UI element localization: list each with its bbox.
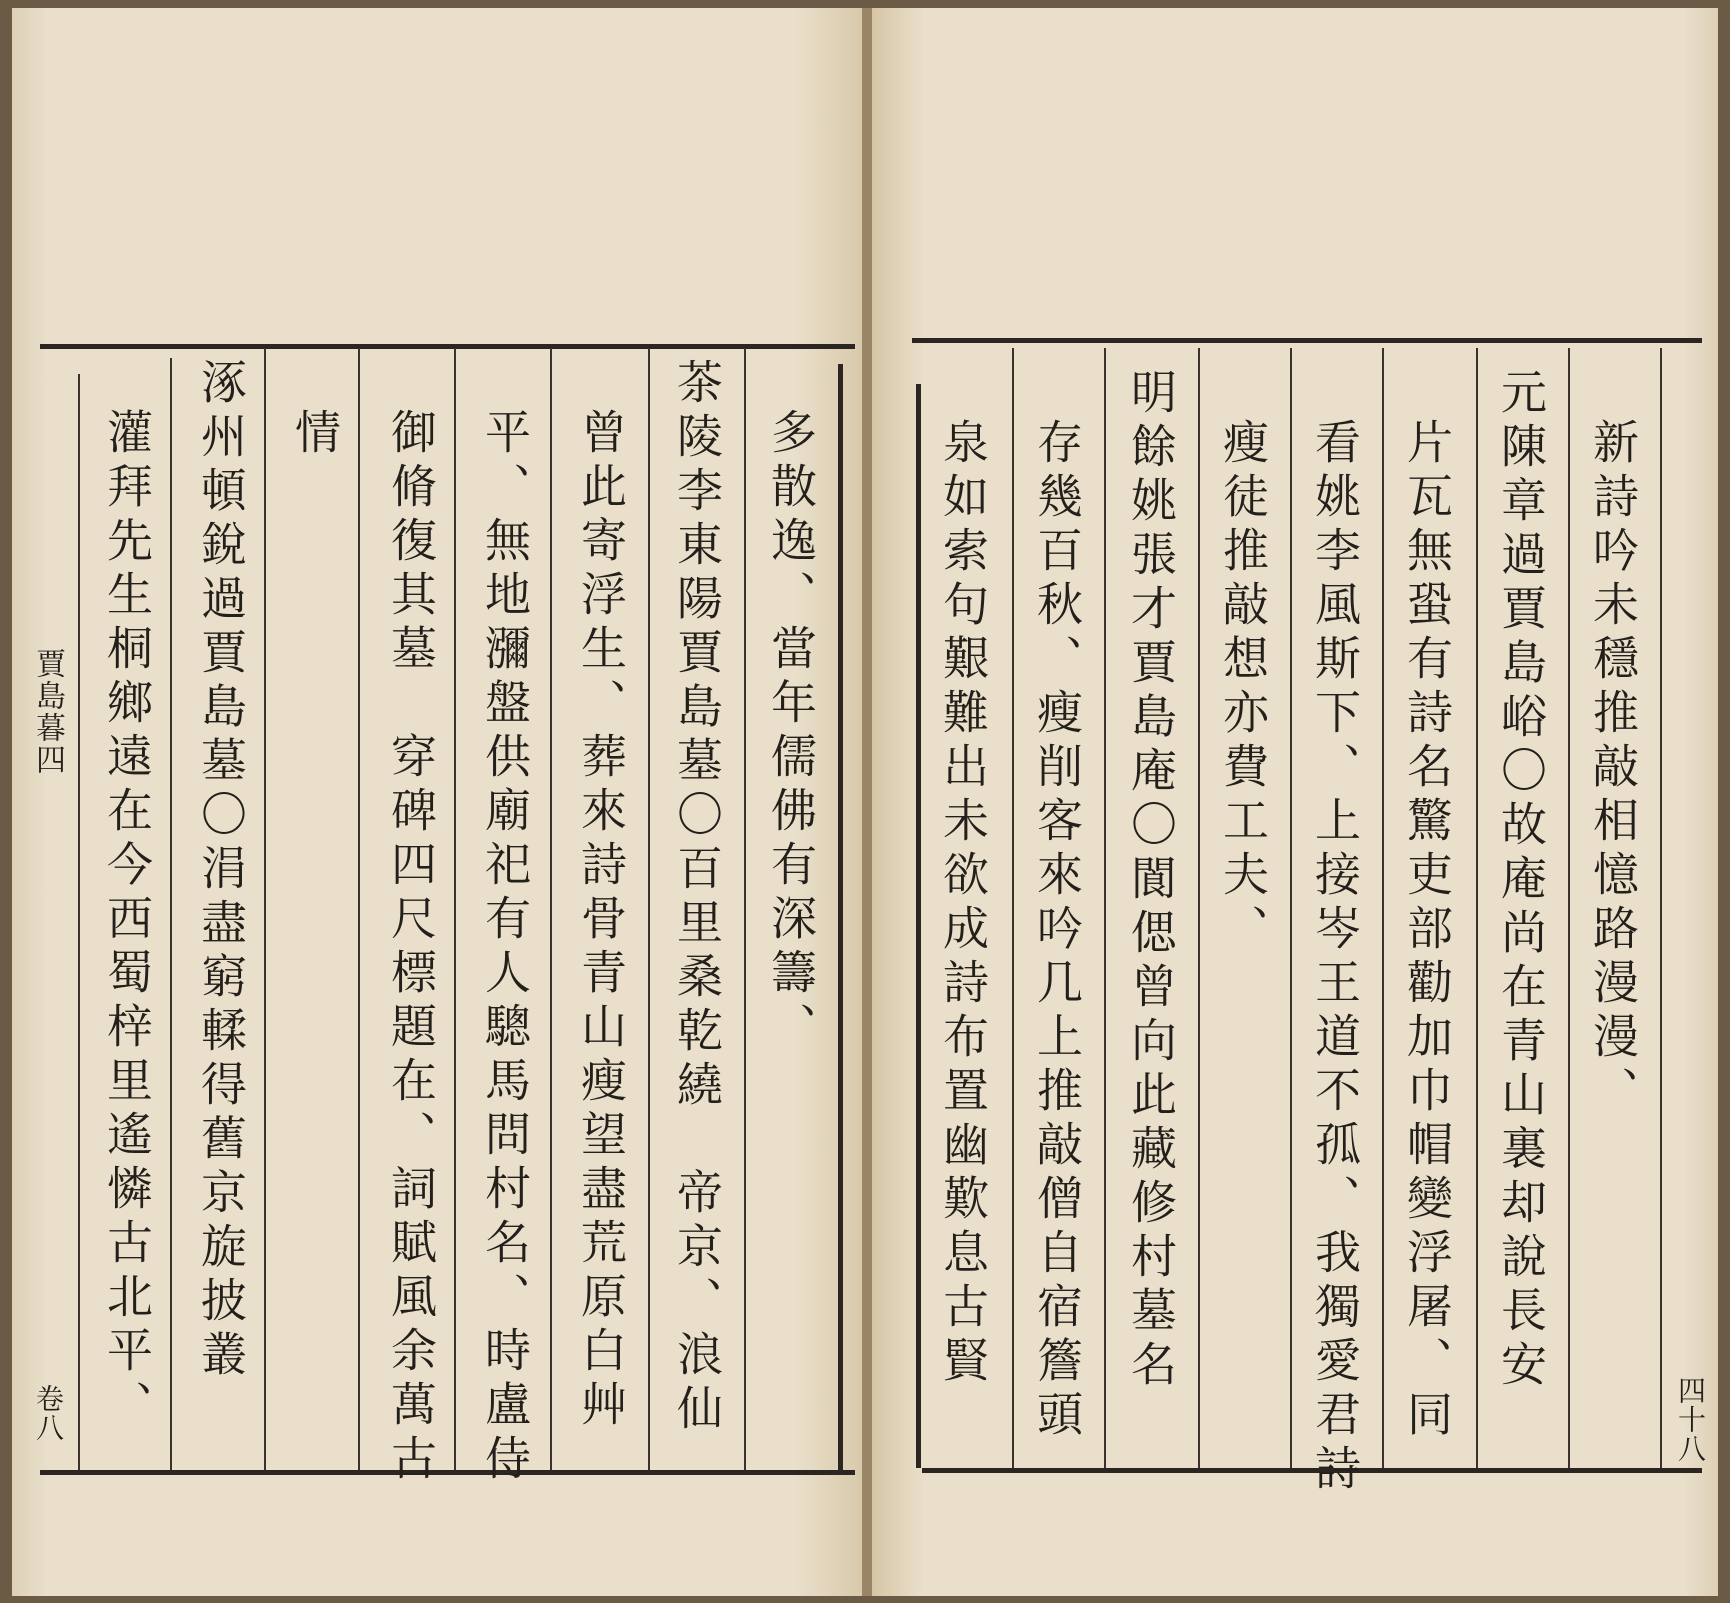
column-rule	[550, 348, 552, 1470]
text-column: 明餘姚張才賈島庵〇閬偲曾向此藏修村墓名	[1124, 368, 1178, 1394]
left-page	[12, 8, 864, 1596]
text-column: 茶陵李東陽賈島墓〇百里桑乾繞 帝京、浪仙	[670, 358, 724, 1438]
column-rule	[1012, 348, 1014, 1468]
bottom-border-line	[40, 1470, 855, 1475]
text-column: 灌拜先生桐鄉遠在今西蜀梓里遙憐古北平、	[100, 408, 154, 1434]
margin-volume: 卷八	[32, 1384, 65, 1442]
page-edge-rule	[838, 364, 843, 1470]
column-rule	[1198, 348, 1200, 1468]
text-column: 存幾百秋、瘦削客來吟几上推敲僧自宿簷頭	[1030, 418, 1084, 1444]
column-rule	[170, 358, 172, 1470]
text-column: 涿州頓銳過賈島墓〇涓盡窮輮得舊京旋披叢	[194, 358, 248, 1384]
book-spread	[12, 8, 1718, 1596]
margin-folio: 四十八	[1674, 1376, 1707, 1463]
text-column: 多散逸、當年儒佛有深籌、	[764, 408, 818, 1056]
text-column: 元陳章過賈島峪〇故庵尚在青山裏却說長安	[1494, 368, 1548, 1394]
column-rule	[1568, 348, 1570, 1468]
column-rule	[1476, 348, 1478, 1468]
text-column: 瘦徒推敲想亦費工夫、	[1216, 418, 1270, 958]
text-column: 平、無地瀰盤供廟祀有人驄馬問村名、時盧侍	[478, 408, 532, 1488]
right-page	[872, 8, 1718, 1596]
column-rule	[1660, 348, 1662, 1468]
text-column: 情	[288, 408, 342, 462]
text-column: 片瓦無蛩有詩名驚吏部勸加巾帽變浮屠、同	[1400, 418, 1454, 1444]
top-border-line	[912, 338, 1702, 343]
text-column: 御脩復其墓 穿碑四尺標題在、詞賦風余萬古	[384, 408, 438, 1488]
margin-title: 賈島暮四	[30, 648, 65, 776]
column-rule	[358, 348, 360, 1470]
column-rule	[648, 348, 650, 1470]
column-rule	[744, 348, 746, 1470]
top-border-line	[40, 344, 855, 349]
text-column: 曾此寄浮生、葬來詩骨青山瘦望盡荒原白艸	[574, 408, 628, 1434]
text-column: 新詩吟未穩推敲相憶路漫漫、	[1586, 418, 1640, 1120]
column-rule	[454, 348, 456, 1470]
page-edge-rule	[916, 384, 921, 1468]
column-rule	[1104, 348, 1106, 1468]
text-column: 泉如索句艱難出未欲成詩布置幽歎息古賢	[936, 418, 990, 1390]
column-rule	[264, 348, 266, 1470]
column-rule	[1382, 348, 1384, 1468]
text-column: 看姚李風斯下、上接岑王道不孤、我獨愛君詩	[1308, 418, 1362, 1498]
column-rule	[78, 374, 80, 1470]
column-rule	[1290, 348, 1292, 1468]
